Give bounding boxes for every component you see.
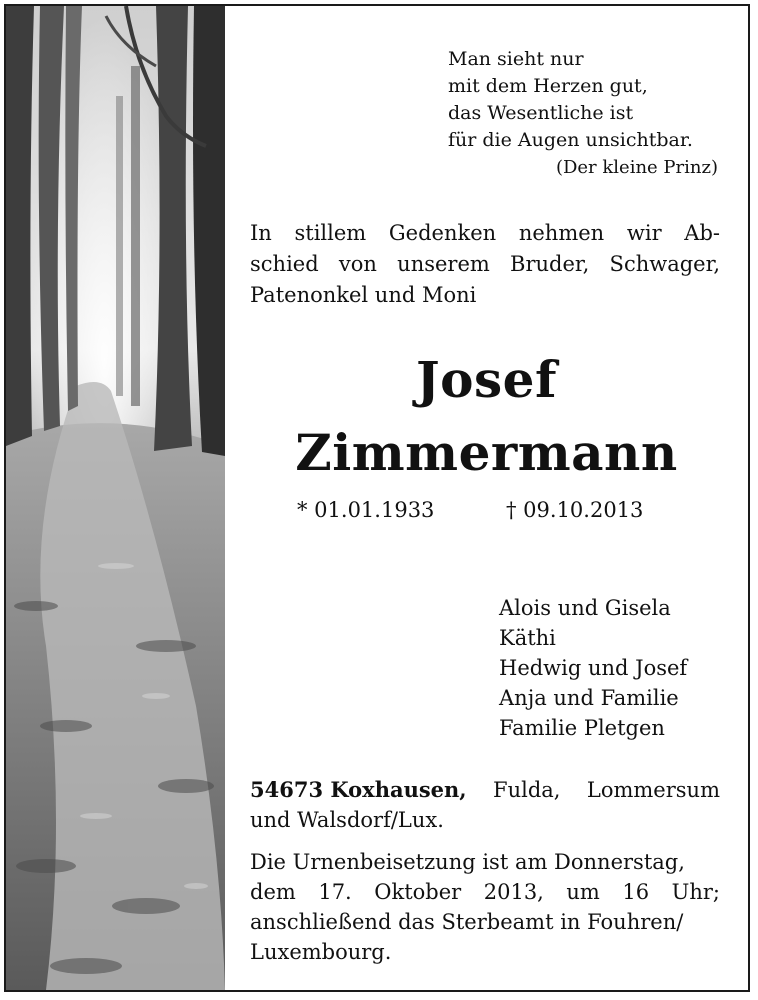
quote-line: das Wesentliche ist	[448, 102, 634, 124]
quote-line: für die Augen unsichtbar.	[448, 129, 693, 151]
funeral-info	[250, 847, 720, 967]
forest-path-image	[6, 6, 225, 990]
family-member: Käthi	[499, 626, 556, 650]
funeral-word: 17.	[318, 880, 352, 904]
funeral-word: Oktober	[374, 880, 462, 904]
death-date: † 09.10.2013	[506, 498, 644, 522]
place-word: Fulda,	[493, 778, 561, 802]
intro-line: schied von unserem Bruder, Schwager,	[250, 252, 720, 276]
family-member: Familie Pletgen	[499, 716, 665, 740]
place-block	[250, 775, 720, 835]
place-line: und Walsdorf/Lux.	[250, 808, 444, 832]
deceased-first-name: Josef	[416, 350, 557, 409]
obituary-notice	[4, 4, 750, 992]
quote-line: mit dem Herzen gut,	[448, 75, 648, 97]
family-member: Hedwig und Josef	[499, 656, 688, 680]
funeral-line: anschließend das Sterbeamt in Fouhren/	[250, 910, 684, 934]
place-postcode-town: 54673 Koxhausen,	[250, 777, 467, 802]
birth-date: * 01.01.1933	[297, 498, 435, 522]
intro-line: Patenonkel und Moni	[250, 283, 477, 307]
intro-text	[250, 218, 720, 311]
funeral-word: 16	[622, 880, 650, 904]
funeral-line	[250, 877, 720, 907]
quote	[448, 46, 693, 154]
place-word: Lommersum	[586, 778, 720, 802]
deceased-last-name: Zimmermann	[295, 423, 678, 482]
notice-text-area	[225, 6, 748, 990]
funeral-word: dem	[250, 880, 296, 904]
funeral-word: Uhr;	[671, 880, 720, 904]
family-list	[499, 593, 687, 743]
funeral-word: um	[566, 880, 600, 904]
forest-path-photo	[6, 6, 225, 990]
quote-line: Man sieht nur	[448, 48, 584, 70]
place-line	[250, 775, 720, 805]
family-member: Anja und Familie	[499, 686, 679, 710]
funeral-line: Luxembourg.	[250, 940, 392, 964]
family-member: Alois und Gisela	[499, 596, 671, 620]
intro-line: In stillem Gedenken nehmen wir Ab-	[250, 221, 720, 245]
funeral-line: Die Urnenbeisetzung ist am Donnerstag,	[250, 850, 685, 874]
funeral-word: 2013,	[483, 880, 544, 904]
quote-source: (Der kleine Prinz)	[555, 157, 718, 178]
